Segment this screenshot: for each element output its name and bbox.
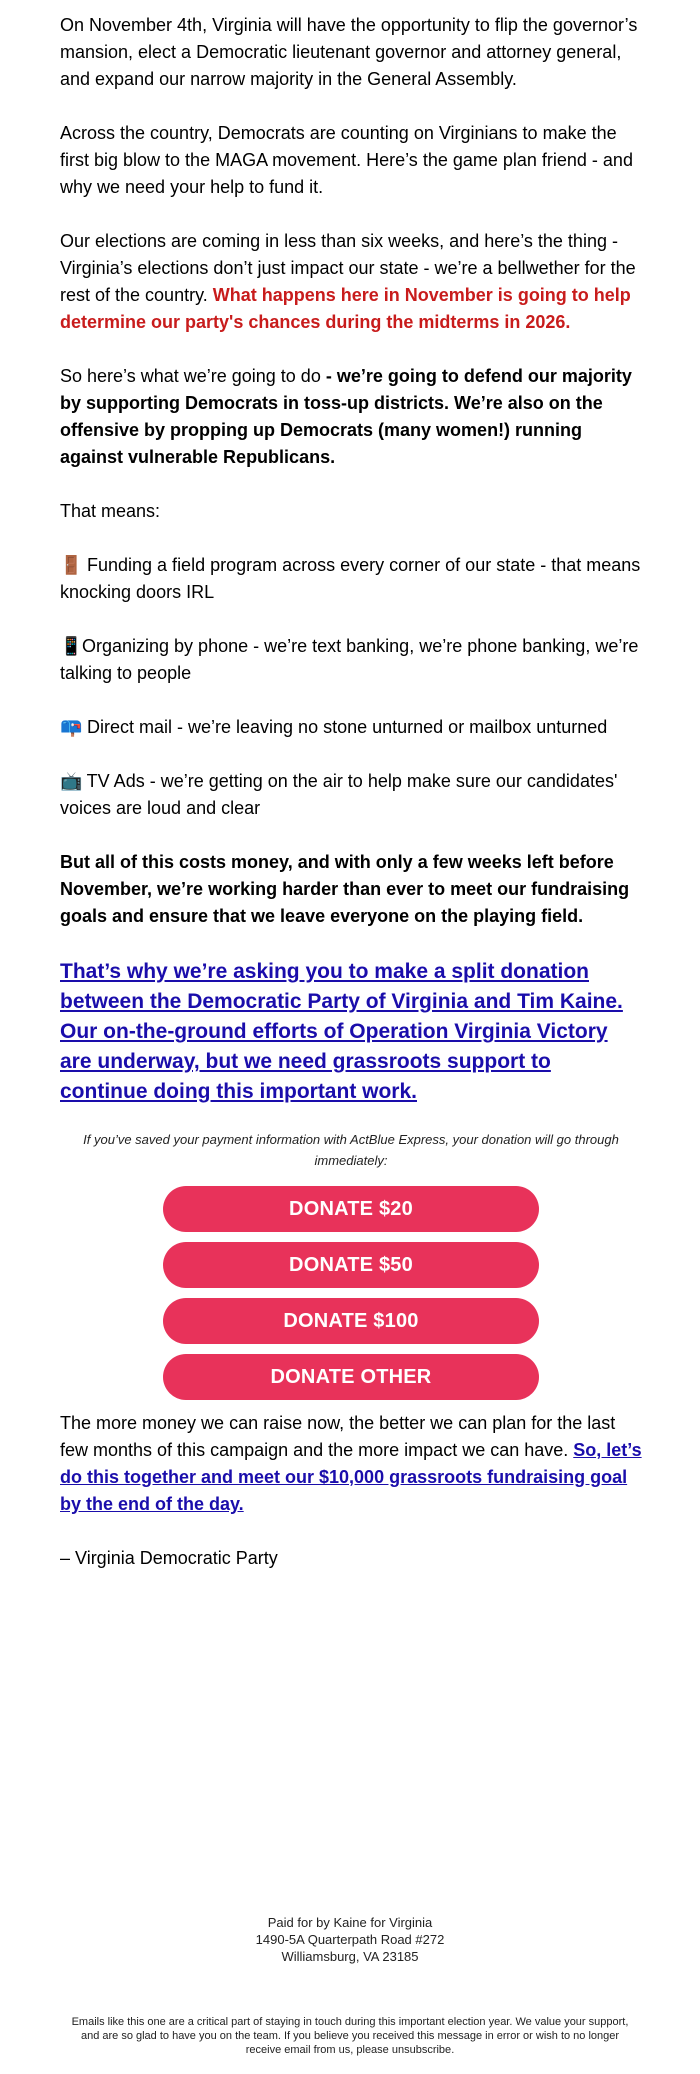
list-item bbox=[60, 552, 642, 606]
mailbox-icon: 📪 bbox=[60, 717, 83, 738]
address-line-1: 1490-5A Quarterpath Road #272 bbox=[255, 1932, 445, 1947]
cost-paragraph: But all of this costs money, and with only a few weeks left before November, we’re working harder than ever to meet our fundraising goals and ensure that we leave everyone on the playing field. bbox=[60, 852, 630, 926]
fine-print bbox=[68, 2015, 632, 2057]
tv-icon: 📺 bbox=[60, 771, 83, 792]
list-item-text: Direct mail - we’re leaving no stone unturned or mailbox unturned bbox=[82, 717, 608, 737]
paragraph-text: So here’s what we’re going to do bbox=[60, 366, 326, 386]
intro-paragraph-2: Across the country, Democrats are counting on Virginians to make the first big blow to the MAGA movement. Here’s the game plan friend - and why we need your help to fund it. bbox=[60, 123, 633, 197]
donate-100-button[interactable]: DONATE $100 bbox=[163, 1298, 539, 1344]
paid-for-by-footer bbox=[0, 1914, 700, 1965]
paid-by-line: Paid for by Kaine for Virginia bbox=[267, 1915, 433, 1930]
actblue-express-note: If you’ve saved your payment information with ActBlue Express, your donation will go through immediately: bbox=[83, 1132, 619, 1168]
list-item bbox=[60, 714, 642, 741]
email-content bbox=[60, 12, 642, 1572]
paragraph-text: Our elections are coming in less than six weeks, and here’s the thing - Virginia’s elections don’t just impact our state - we’re a bellwether for the rest of the country. bbox=[60, 231, 636, 305]
intro-paragraph-1: On November 4th, Virginia will have the opportunity to flip the governor’s mansion, elect a Democratic lieutenant governor and attorney general, and expand our narrow majority in the General Assembly. bbox=[60, 15, 638, 89]
intro-paragraph-3 bbox=[60, 228, 642, 336]
signature: – Virginia Democratic Party bbox=[60, 1548, 278, 1568]
list-item-text: Funding a field program across every corner of our state - that means knocking doors IRL bbox=[60, 555, 641, 602]
list-item-text: TV Ads - we’re getting on the air to help make sure our candidates' voices are loud and clear bbox=[60, 771, 618, 818]
door-icon: 🚪 bbox=[60, 555, 83, 576]
donate-20-button[interactable]: DONATE $20 bbox=[163, 1186, 539, 1232]
donate-buttons bbox=[60, 1186, 642, 1410]
list-item bbox=[60, 768, 642, 822]
intro-paragraph-4 bbox=[60, 363, 642, 471]
ask-paragraph bbox=[60, 957, 642, 1107]
donate-other-button[interactable]: DONATE OTHER bbox=[163, 1354, 539, 1400]
paragraph-text: The more money we can raise now, the better we can plan for the last few months of this campaign and the more impact we can have. bbox=[60, 1413, 616, 1460]
fundraising-goal-link[interactable]: So, let’s do this together and meet our $10,000 grassroots fundraising goal by the end of the day. bbox=[60, 1440, 642, 1514]
list-item bbox=[60, 633, 642, 687]
fine-print-end: . bbox=[451, 2044, 455, 2056]
highlighted-red-text: What happens here in November is going to help determine our party's chances during the midterms in 2026. bbox=[60, 285, 631, 332]
address-line-2: Williamsburg, VA 23185 bbox=[281, 1949, 419, 1964]
bold-text: - we’re going to defend our majority by supporting Democrats in toss-up districts. We’re also on the offensive by propping up Democrats (many women!) running against vulnerable Republicans. bbox=[60, 366, 632, 467]
fine-print-text: Emails like this one are a critical part of staying in touch during this important election year. We value your support, and are so glad to have you on the team. If you believe you received this message in error or wish to no longer receive email from us, please bbox=[71, 2016, 629, 2056]
closing-paragraph bbox=[60, 1410, 642, 1518]
phone-icon: 📱 bbox=[60, 636, 83, 657]
that-means-label: That means: bbox=[60, 501, 161, 521]
list-item-text: Organizing by phone - we’re text banking, we’re phone banking, we’re talking to people bbox=[60, 636, 639, 683]
donate-50-button[interactable]: DONATE $50 bbox=[163, 1242, 539, 1288]
split-donation-link[interactable]: That’s why we’re asking you to make a split donation between the Democratic Party of Virginia and Tim Kaine. Our on-the-ground efforts of Operation Virginia Victory are underway, but we need grassroots support to continue doing this important work. bbox=[60, 960, 623, 1103]
unsubscribe-link[interactable]: unsubscribe bbox=[391, 2044, 452, 2056]
